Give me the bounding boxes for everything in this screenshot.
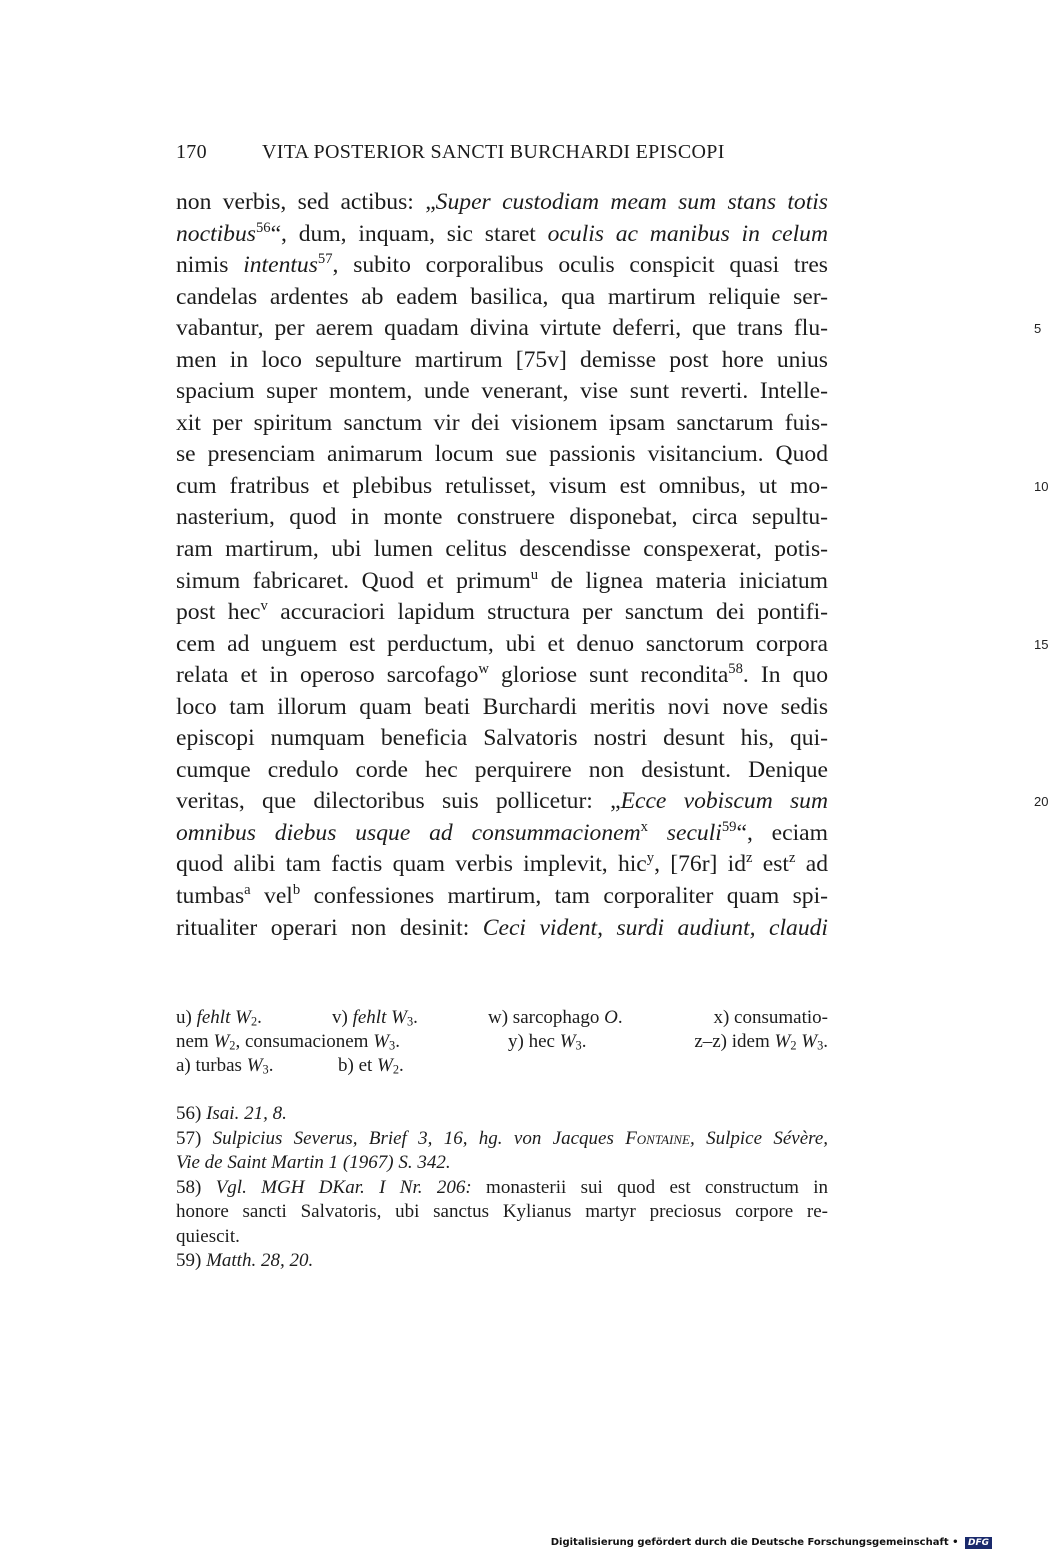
text-line: se presenciam animarum locum sue passionis visitancium. Quod xyxy=(176,441,828,468)
text-line: quod alibi tam factis quam verbis implevit, hic$^y$, [76r] $id^z$ est$^z$ ad xyxy=(176,850,829,878)
text-line: post hec$^v$ accuraciori lapidum structura per sanctum dei pontifi- xyxy=(176,598,828,626)
text-line: nimis intentus$^{57}$, subito corporalibus oculis conspicit quasi tres xyxy=(176,251,828,279)
text-line: vabantur, per aerem quadam divina virtute deferri, que trans flu- 5 xyxy=(176,313,828,345)
apparatus-ref: u xyxy=(530,566,539,583)
text-line: ram martirum, ubi lumen celitus descendisse conspexerat, potis- xyxy=(176,536,828,563)
running-header xyxy=(176,141,836,171)
running-title: VITA POSTERIOR SANCTI BURCHARDI EPISCOPI xyxy=(262,141,725,163)
apparatus-note: x) consumatio- xyxy=(713,1007,828,1028)
line-number: 15 xyxy=(1034,636,1048,652)
page-number: 170 xyxy=(176,141,207,163)
dfg-separator: • xyxy=(952,1537,959,1548)
text-line: noctibus$^{56}$“, dum, inquam, sic staret oculis ac manibus in celum xyxy=(176,219,828,247)
text-line: relata et in operoso sarcofago$^w$ gloriose sunt recondita$^{58}$. In quo xyxy=(176,661,828,689)
footnote-ref: 57 xyxy=(317,251,333,268)
text-line: spacium super montem, unde venerant, vise sunt reverti. Intelle- xyxy=(176,378,828,405)
apparatus-ref: z xyxy=(788,850,796,867)
apparatus-note: y) hec $W_3$. xyxy=(508,1031,587,1053)
apparatus-note: a) turbas $W_3$. xyxy=(176,1055,274,1077)
footnote-59: 59) Matth. 28, 20. xyxy=(176,1250,314,1271)
footnote-58-end: quiescit. xyxy=(176,1225,240,1247)
text-line: loco tam illorum quam beati Burchardi meritis novi nove sedis xyxy=(176,693,828,720)
footnote-58: 58) Vgl. MGH DKar. I Nr. 206: monasterii sui quod est constructum in xyxy=(176,1176,829,1198)
apparatus-ref: x xyxy=(640,818,648,835)
text-line: non verbis, sed actibus: „Super custodiam meam sum stans totis xyxy=(176,189,828,215)
text-line: cumque credulo corde hec perquirere non desistunt. Denique xyxy=(176,756,828,783)
apparatus-ref: a xyxy=(244,881,251,898)
text-line: simum fabricaret. Quod et primum$^u$ de lignea materia iniciatum xyxy=(176,566,828,594)
apparatus-note: w) sarcophago O. xyxy=(488,1007,623,1028)
apparatus-ref: z xyxy=(746,850,753,867)
footnote-ref: 56 xyxy=(255,219,271,236)
apparatus-line xyxy=(176,1030,828,1054)
apparatus-ref: b xyxy=(292,881,301,898)
apparatus-note: u) fehlt $W_2$. xyxy=(176,1007,262,1029)
apparatus-ref: w xyxy=(478,661,489,678)
apparatus-note: z–z) idem $W_2$ $W_3$. xyxy=(694,1031,828,1053)
text-line: men in loco sepulture martirum [75v] demisse post hore unius xyxy=(176,346,828,373)
line-number: 10 xyxy=(1034,478,1048,494)
apparatus-note: nem $W_2$, consumacionem $W_3$. xyxy=(176,1031,400,1053)
footnote-57: 57) Sulpicius Severus, Brief 3, 16, hg. von Jacques Fontaine, Sulpice Sévère, xyxy=(176,1127,829,1149)
text-line: cum fratribus et plebibus retulisset, visum est omnibus, ut mo- 10 xyxy=(176,471,828,503)
line-number: 5 xyxy=(1034,321,1042,337)
footnote-58-cont: honore sancti Salvatoris, ubi sanctus Kylianus martyr preciosus corpore re- xyxy=(176,1201,828,1222)
text-line: veritas, que dilectoribus suis pollicetur: „Ecce vobiscum sum 20 xyxy=(176,786,828,818)
apparatus-note: v) fehlt $W_3$. xyxy=(332,1007,418,1029)
text-line: tumbas$^a$ vel$^b$ confessiones martirum, tam corporaliter quam spi- xyxy=(176,881,828,910)
line-number: 20 xyxy=(1034,794,1048,810)
dfg-credit xyxy=(551,1536,992,1550)
text-line: xit per spiritum sanctum vir dei visionem ipsam sanctarum fuis- xyxy=(176,409,828,436)
apparatus-line xyxy=(176,1006,828,1030)
apparatus-line xyxy=(176,1054,828,1078)
dfg-logo: DFG xyxy=(965,1537,992,1549)
footnote-ref: 59 xyxy=(721,818,737,835)
main-text xyxy=(176,187,1048,944)
text-line: ritualiter operari non desinit: Ceci vident, surdi audiunt, claudi xyxy=(176,914,828,941)
footnote-57-cont: Vie de Saint Martin 1 (1967) S. 342. xyxy=(176,1152,451,1173)
footnote-ref: 58 xyxy=(728,661,743,678)
apparatus-note: b) et $W_2$. xyxy=(338,1055,404,1077)
text-line: nasterium, quod in monte construere disponebat, circa sepultu- xyxy=(176,504,828,531)
apparatus-ref: y xyxy=(646,850,655,867)
text-line: candelas ardentes ab eadem basilica, qua martirum reliquie ser- xyxy=(176,283,828,310)
source-notes xyxy=(176,1102,828,1274)
critical-apparatus xyxy=(176,1006,828,1078)
text-line: episcopi numquam beneficia Salvatoris nostri desunt his, qui- xyxy=(176,725,828,752)
text-line: omnibus diebus usque ad consummacionem$^x$ seculi$^{59}$“, eciam xyxy=(176,818,829,846)
text-line: cem ad unguem est perductum, ubi et denuo sanctorum corpora 15 xyxy=(176,629,828,661)
footnote-56: 56) Isai. 21, 8. xyxy=(176,1103,287,1124)
apparatus-ref: v xyxy=(260,598,268,615)
dfg-credit-text: Digitalisierung gefördert durch die Deutsche Forschungsgemeinschaft xyxy=(550,1537,949,1548)
